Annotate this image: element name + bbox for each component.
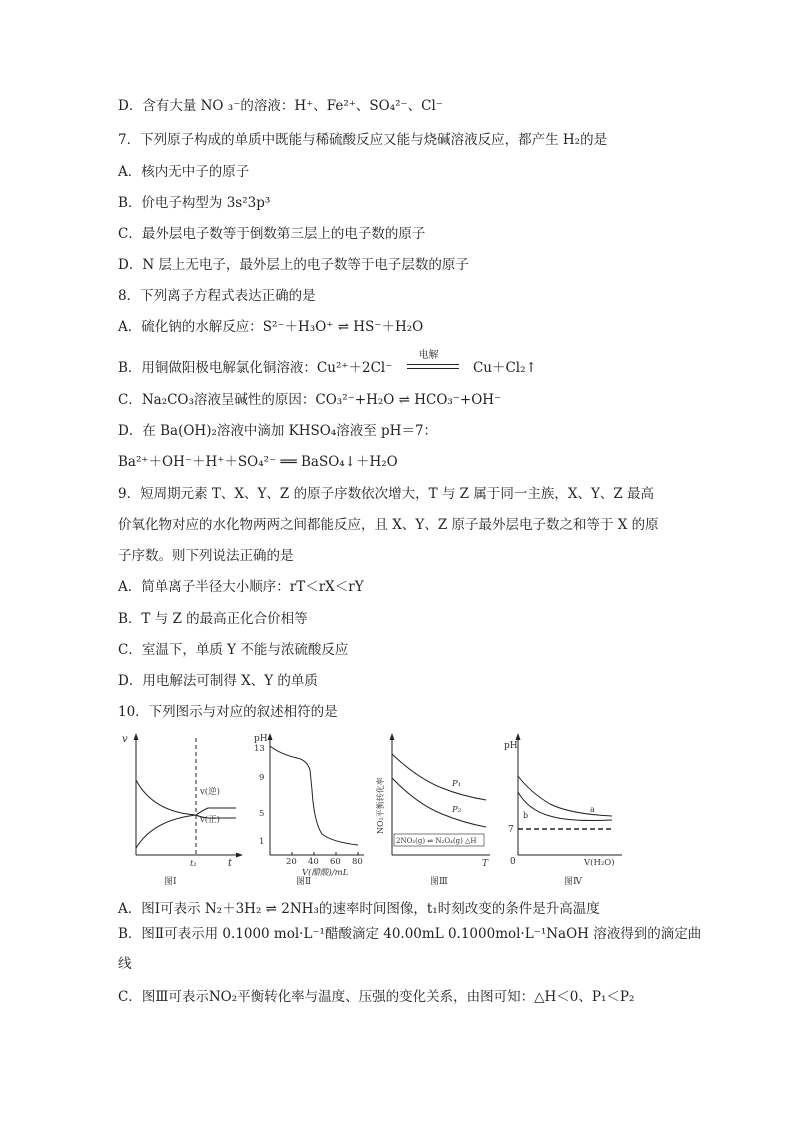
option-8a: A．硫化钠的水解反应：S²⁻＋H₃O⁺ ⇌ HS⁻＋H₂O	[118, 319, 424, 335]
option-8b-right: Cu＋Cl₂↑	[472, 360, 537, 376]
fig2-xtick-20: 20	[286, 857, 297, 867]
text-line: D．含有大量 NO ₃⁻的溶液：H⁺、Fe²⁺、SO₄²⁻、Cl⁻	[118, 98, 443, 114]
option-10b: B．图Ⅱ可表示用 0.1000 mol·L⁻¹醋酸滴定 40.00mL 0.1000mol·L⁻¹NaOH 溶液得到的滴定曲	[118, 926, 702, 942]
option-7d: D．N 层上无电子，最外层上的电子数等于电子层数的原子	[118, 257, 469, 273]
fig1-caption: 图Ⅰ	[164, 877, 177, 887]
fig4-a-label: a	[590, 805, 595, 814]
question-8: 8．下列离子方程式表达正确的是	[118, 288, 316, 304]
option-10c: C．图Ⅲ可表示NO₂平衡转化率与温度、压强的变化关系，由图可知：△H＜0、P₁＜P₂	[118, 989, 635, 1005]
option-8d: D．在 Ba(OH)₂溶液中滴加 KHSO₄溶液至 pH＝7：	[118, 423, 438, 439]
electrolysis-arrow	[407, 350, 459, 378]
fig1-y-axis: v	[122, 734, 128, 745]
fig4-y-axis: pH	[504, 741, 518, 751]
fig1-t1-label: t₁	[190, 859, 197, 869]
fig4-b-label: b	[523, 811, 529, 820]
option-10b-cont: 线	[118, 956, 132, 972]
question-7: 7．下列原子构成的单质中既能与稀硫酸反应又能与烧碱溶液反应，都产生 H₂的是	[118, 132, 608, 148]
equation-8d: Ba²⁺＋OH⁻＋H⁺＋SO₄²⁻ ══ BaSO₄↓＋H₂O	[118, 454, 398, 470]
double-line-icon	[407, 364, 459, 369]
fig4-zero-label: 0	[510, 857, 516, 867]
question-9-l1: 9．短周期元素 T、X、Y、Z 的原子序数依次增大，T 与 Z 属于同一主族，X、Y、Z 最高	[118, 486, 655, 502]
question-9-l3: 子序数。则下列说法正确的是	[118, 548, 294, 564]
fig2-xtick-60: 60	[330, 857, 341, 867]
fig3-reaction: 2NO₂(g) ⇌ N₂O₄(g) △H	[396, 837, 477, 845]
figure-2	[252, 730, 372, 890]
fig2-y-axis: pH	[254, 734, 268, 744]
fig3-p2-label: P₂	[452, 805, 462, 815]
fig1-rev-label: v(逆)	[200, 787, 220, 797]
fig1-x-axis: t	[228, 858, 233, 869]
option-8b	[118, 350, 537, 378]
question-9-l2: 价氧化物对应的水化物两两之间都能反应，且 X、Y、Z 原子最外层电子数之和等于 X 的原	[118, 517, 659, 533]
fig2-ytick-1: 1	[259, 837, 265, 847]
fig2-ytick-9: 9	[259, 773, 265, 783]
fig2-xtick-40: 40	[308, 857, 319, 867]
fig3-caption: 图Ⅲ	[430, 877, 448, 887]
option-7a: A．核内无中子的原子	[118, 164, 250, 180]
option-8b-left: B．用铜做阳极电解氯化铜溶液：Cu²⁺＋2Cl⁻	[118, 360, 393, 376]
fig4-seven-label: 7	[508, 825, 514, 835]
option-9c: C．室温下，单质 Y 不能与浓硫酸反应	[118, 642, 349, 658]
figure-1	[118, 730, 248, 890]
fig3-x-axis: T	[482, 859, 489, 869]
fig3-y-axis: NO₂平衡转化率	[376, 777, 385, 834]
option-9d: D．用电解法可制得 X、Y 的单质	[118, 673, 318, 689]
option-9a: A．简单离子半径大小顺序：rT＜rX＜rY	[118, 579, 364, 595]
question-10: 10．下列图示与对应的叙述相符的是	[118, 704, 338, 720]
figure-4	[500, 730, 630, 890]
fig2-ytick-13: 13	[254, 744, 265, 754]
electrolysis-label: 电解	[418, 350, 439, 361]
fig2-x-axis: V(醋酸)/mL	[302, 868, 349, 878]
figure-3	[372, 730, 498, 890]
option-9b: B．T 与 Z 的最高正化合价相等	[118, 611, 308, 627]
fig2-caption: 图Ⅱ	[296, 877, 312, 887]
option-7c: C．最外层电子数等于倒数第三层上的电子数的原子	[118, 226, 426, 242]
fig2-xtick-80: 80	[352, 857, 363, 867]
fig4-caption: 图Ⅳ	[564, 877, 582, 887]
option-10a: A．图Ⅰ可表示 N₂＋3H₂ ⇌ 2NH₃的速率时间图像，t₁时刻改变的条件是升高温度	[118, 901, 600, 917]
fig1-fwd-label: v(正)	[200, 815, 220, 825]
fig3-p1-label: P₁	[452, 779, 462, 789]
fig2-ytick-5: 5	[259, 809, 265, 819]
fig4-x-axis: V(H₂O)	[584, 858, 615, 868]
option-8c: C．Na₂CO₃溶液呈碱性的原因：CO₃²⁻+H₂O ⇌ HCO₃⁻+OH⁻	[118, 392, 502, 408]
option-7b: B．价电子构型为 3s²3p³	[118, 195, 271, 211]
